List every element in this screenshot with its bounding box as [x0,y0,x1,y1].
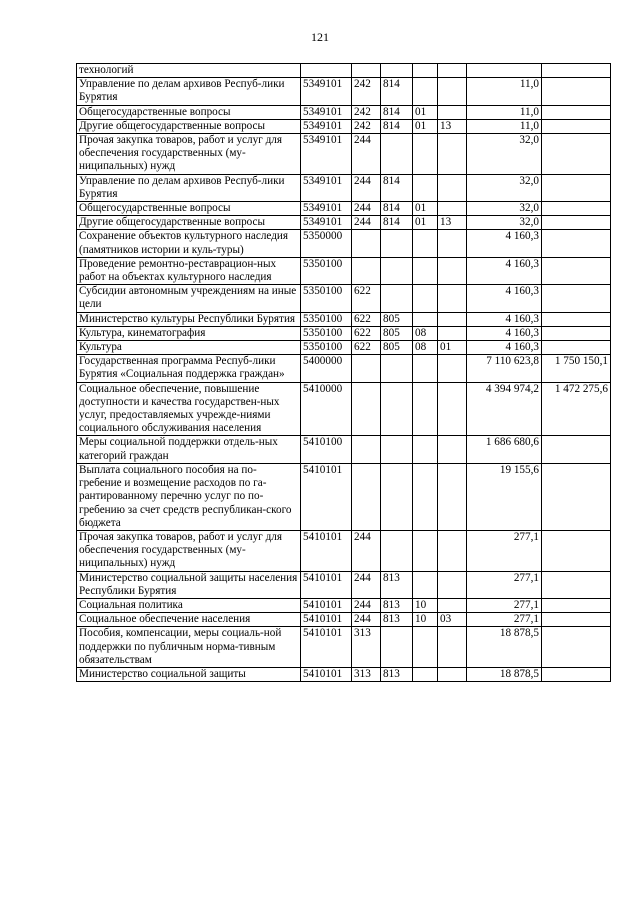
target-article-code: 5349101 [301,105,352,119]
amount-cell: 4 394 974,2 [467,382,542,436]
expense-type-code: 244 [352,174,381,201]
subsection-code: 13 [438,119,467,133]
amount-extra-cell [542,64,611,78]
ministry-code: 814 [381,216,413,230]
expense-type-code [352,382,381,436]
section-code [413,285,438,312]
section-code [413,463,438,530]
subsection-code [438,134,467,175]
amount-extra-cell [542,119,611,133]
table-row [77,667,611,681]
expense-type-code: 244 [352,571,381,598]
amount-extra-cell [542,530,611,571]
amount-cell: 4 160,3 [467,230,542,257]
item-name: Министерство социальной защиты [77,667,301,681]
subsection-code [438,382,467,436]
target-article-code: 5349101 [301,78,352,105]
subsection-code [438,312,467,326]
ministry-code: 813 [381,667,413,681]
ministry-code [381,134,413,175]
amount-cell: 277,1 [467,598,542,612]
expense-type-code [352,230,381,257]
target-article-code: 5350000 [301,230,352,257]
target-article-code: 5349101 [301,202,352,216]
table-row [77,326,611,340]
amount-extra-cell [542,285,611,312]
table-row [77,202,611,216]
ministry-code: 813 [381,571,413,598]
amount-cell: 11,0 [467,78,542,105]
table-row [77,355,611,382]
expense-type-code: 244 [352,202,381,216]
ministry-code [381,230,413,257]
table-row [77,174,611,201]
item-name: Управление по делам архивов Респуб-лики Бурятия [77,78,301,105]
subsection-code [438,355,467,382]
table-row [77,463,611,530]
amount-cell: 277,1 [467,571,542,598]
table-row [77,436,611,463]
target-article-code: 5350100 [301,341,352,355]
ministry-code [381,285,413,312]
item-name: Социальное обеспечение, повышение доступности и качества государствен-ных услуг, предоставляемых учрежде-ниями социального обслуживания населения [77,382,301,436]
expense-type-code [352,257,381,284]
amount-cell: 7 110 623,8 [467,355,542,382]
amount-extra-cell [542,202,611,216]
expense-type-code [352,436,381,463]
table-row [77,571,611,598]
subsection-code [438,627,467,668]
subsection-code [438,174,467,201]
budget-table [76,63,611,682]
amount-cell: 32,0 [467,134,542,175]
expense-type-code: 244 [352,134,381,175]
amount-cell: 4 160,3 [467,285,542,312]
target-article-code: 5410101 [301,571,352,598]
expense-type-code: 244 [352,216,381,230]
ministry-code: 805 [381,312,413,326]
amount-extra-cell [542,105,611,119]
item-name: Управление по делам архивов Респуб-лики Бурятия [77,174,301,201]
expense-type-code: 313 [352,627,381,668]
expense-type-code: 622 [352,285,381,312]
item-name: Проведение ремонтно-реставрацион-ных работ на объектах культурного наследия [77,257,301,284]
subsection-code [438,436,467,463]
expense-type-code [352,355,381,382]
ministry-code: 814 [381,119,413,133]
item-name: Прочая закупка товаров, работ и услуг для обеспечения государственных (му-ниципальных) нужд [77,134,301,175]
item-name: Прочая закупка товаров, работ и услуг для обеспечения государственных (му-ниципальных) нужд [77,530,301,571]
ministry-code [381,436,413,463]
ministry-code [381,382,413,436]
section-code: 08 [413,341,438,355]
amount-extra-cell [542,134,611,175]
item-name: Сохранение объектов культурного наследия (памятников истории и куль-туры) [77,230,301,257]
expense-type-code: 244 [352,613,381,627]
section-code: 08 [413,326,438,340]
expense-type-code: 242 [352,119,381,133]
amount-extra-cell [542,230,611,257]
expense-type-code: 244 [352,530,381,571]
table-row [77,119,611,133]
amount-extra-cell [542,174,611,201]
ministry-code [381,257,413,284]
ministry-code: 814 [381,105,413,119]
section-code [413,436,438,463]
table-row [77,382,611,436]
amount-extra-cell [542,216,611,230]
ministry-code: 814 [381,78,413,105]
table-row [77,78,611,105]
amount-extra-cell [542,436,611,463]
ministry-code: 813 [381,598,413,612]
section-code: 10 [413,613,438,627]
amount-extra-cell [542,667,611,681]
item-name: Общегосударственные вопросы [77,105,301,119]
expense-type-code: 313 [352,667,381,681]
item-name: Другие общегосударственные вопросы [77,216,301,230]
section-code [413,134,438,175]
amount-cell: 4 160,3 [467,312,542,326]
amount-cell: 4 160,3 [467,326,542,340]
amount-cell: 32,0 [467,202,542,216]
item-name: Выплата социального пособия на по-гребение и возмещение расходов по га-рантированному перечню услуг по по-гребению за счет средств республикан-ского бюджета [77,463,301,530]
section-code: 01 [413,105,438,119]
amount-cell: 18 878,5 [467,627,542,668]
ministry-code: 814 [381,202,413,216]
target-article-code: 5349101 [301,134,352,175]
ministry-code [381,627,413,668]
target-article-code: 5349101 [301,216,352,230]
amount-extra-cell [542,463,611,530]
section-code: 01 [413,119,438,133]
amount-cell: 1 686 680,6 [467,436,542,463]
subsection-code: 01 [438,341,467,355]
amount-extra-cell: 1 750 150,1 [542,355,611,382]
section-code [413,174,438,201]
expense-type-code [352,64,381,78]
ministry-code [381,355,413,382]
expense-type-code: 622 [352,326,381,340]
ministry-code [381,64,413,78]
amount-extra-cell [542,571,611,598]
item-name: Культура, кинематография [77,326,301,340]
table-row [77,613,611,627]
item-name: технологий [77,64,301,78]
amount-extra-cell [542,257,611,284]
amount-cell: 4 160,3 [467,341,542,355]
amount-extra-cell [542,627,611,668]
target-article-code: 5350100 [301,312,352,326]
item-name: Министерство социальной защиты населения Республики Бурятия [77,571,301,598]
item-name: Пособия, компенсации, меры социаль-ной поддержки по публичным норма-тивным обязательствам [77,627,301,668]
subsection-code [438,202,467,216]
target-article-code: 5410101 [301,667,352,681]
amount-cell: 11,0 [467,105,542,119]
expense-type-code [352,463,381,530]
amount-cell: 277,1 [467,530,542,571]
section-code [413,627,438,668]
ministry-code: 805 [381,341,413,355]
item-name: Субсидии автономным учреждениям на иные цели [77,285,301,312]
subsection-code: 13 [438,216,467,230]
subsection-code [438,598,467,612]
table-row [77,134,611,175]
target-article-code: 5410101 [301,598,352,612]
item-name: Социальная политика [77,598,301,612]
section-code [413,571,438,598]
page-number: 121 [311,30,329,44]
table-row [77,285,611,312]
target-article-code: 5410101 [301,613,352,627]
table-row [77,598,611,612]
amount-cell: 11,0 [467,119,542,133]
target-article-code: 5350100 [301,285,352,312]
amount-cell: 4 160,3 [467,257,542,284]
subsection-code [438,64,467,78]
item-name: Другие общегосударственные вопросы [77,119,301,133]
section-code [413,667,438,681]
amount-extra-cell [542,312,611,326]
target-article-code: 5349101 [301,119,352,133]
target-article-code: 5410100 [301,436,352,463]
table-row [77,341,611,355]
target-article-code: 5350100 [301,326,352,340]
table-row [77,230,611,257]
amount-extra-cell [542,326,611,340]
item-name: Меры социальной поддержки отдель-ных категорий граждан [77,436,301,463]
subsection-code [438,326,467,340]
target-article-code: 5410101 [301,627,352,668]
item-name: Государственная программа Респуб-лики Бурятия «Социальная поддержка граждан» [77,355,301,382]
section-code [413,530,438,571]
amount-extra-cell [542,613,611,627]
table-row [77,216,611,230]
section-code [413,382,438,436]
expense-type-code: 622 [352,341,381,355]
ministry-code [381,463,413,530]
expense-type-code: 622 [352,312,381,326]
target-article-code [301,64,352,78]
target-article-code: 5350100 [301,257,352,284]
subsection-code [438,78,467,105]
target-article-code: 5410000 [301,382,352,436]
table-body [77,64,611,682]
subsection-code [438,285,467,312]
section-code: 01 [413,202,438,216]
item-name: Социальное обеспечение населения [77,613,301,627]
target-article-code: 5410101 [301,463,352,530]
item-name: Общегосударственные вопросы [77,202,301,216]
section-code [413,257,438,284]
item-name: Культура [77,341,301,355]
amount-extra-cell: 1 472 275,6 [542,382,611,436]
amount-extra-cell [542,598,611,612]
table-row [77,105,611,119]
section-code [413,64,438,78]
expense-type-code: 242 [352,78,381,105]
section-code [413,355,438,382]
amount-cell [467,64,542,78]
table-row [77,312,611,326]
amount-cell: 32,0 [467,216,542,230]
section-code [413,312,438,326]
subsection-code: 03 [438,613,467,627]
subsection-code [438,463,467,530]
table-row [77,64,611,78]
ministry-code: 814 [381,174,413,201]
amount-cell: 32,0 [467,174,542,201]
subsection-code [438,571,467,598]
subsection-code [438,230,467,257]
subsection-code [438,105,467,119]
section-code: 01 [413,216,438,230]
ministry-code: 813 [381,613,413,627]
amount-cell: 277,1 [467,613,542,627]
subsection-code [438,530,467,571]
amount-cell: 19 155,6 [467,463,542,530]
section-code: 10 [413,598,438,612]
item-name: Министерство культуры Республики Бурятия [77,312,301,326]
table-row [77,257,611,284]
expense-type-code: 244 [352,598,381,612]
table-row [77,530,611,571]
section-code [413,230,438,257]
amount-cell: 18 878,5 [467,667,542,681]
target-article-code: 5400000 [301,355,352,382]
section-code [413,78,438,105]
target-article-code: 5349101 [301,174,352,201]
subsection-code [438,257,467,284]
amount-extra-cell [542,341,611,355]
amount-extra-cell [542,78,611,105]
expense-type-code: 242 [352,105,381,119]
ministry-code [381,530,413,571]
table-row [77,627,611,668]
target-article-code: 5410101 [301,530,352,571]
subsection-code [438,667,467,681]
ministry-code: 805 [381,326,413,340]
